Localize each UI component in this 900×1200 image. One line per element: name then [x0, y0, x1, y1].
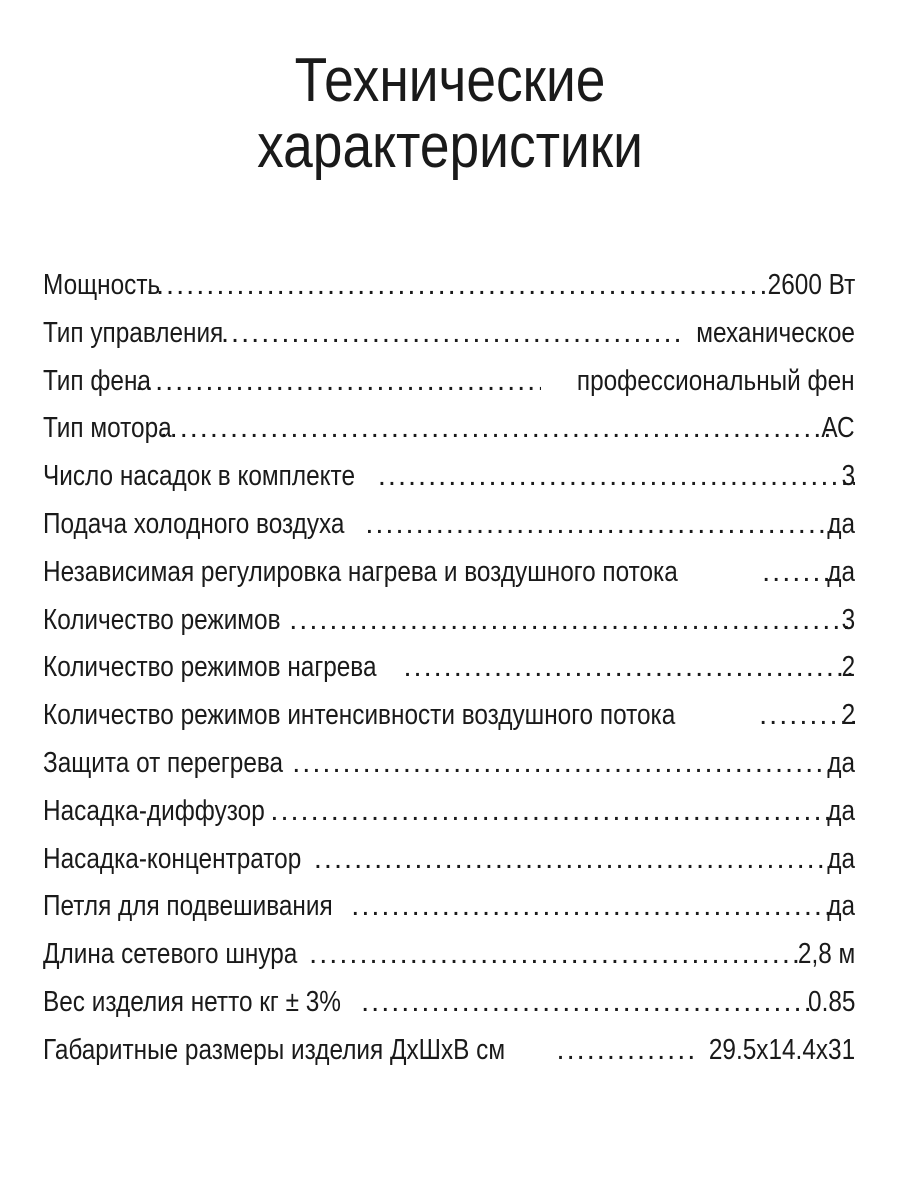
- spec-value: 2: [841, 699, 855, 732]
- dot-leader: [142, 262, 767, 310]
- dot-leader: [285, 597, 855, 645]
- spec-row-modes-count: [43, 597, 855, 645]
- spec-value: 2: [841, 651, 855, 684]
- spec-label: Тип управления: [43, 316, 224, 349]
- spec-row-dryer-type: [43, 358, 855, 406]
- spec-row-independent-control: [43, 549, 855, 597]
- dot-leader: [361, 501, 838, 549]
- spec-row-cord-length: [43, 931, 855, 979]
- dot-leader: [374, 453, 855, 501]
- spec-label: Защита от перегрева: [43, 746, 284, 779]
- dot-leader: [266, 788, 838, 836]
- dot-leader: [310, 836, 838, 884]
- spec-label: Вес изделия нетто кг ± 3%: [43, 985, 341, 1018]
- spec-value: да: [827, 794, 855, 827]
- spec-label: Насадка-диффузор: [43, 794, 265, 827]
- dot-leader: [131, 358, 541, 406]
- spec-row-dimensions: [43, 1027, 855, 1075]
- spec-value: да: [827, 890, 855, 923]
- spec-value: 2600 Вт: [767, 269, 855, 301]
- spec-row-overheat-protection: [43, 740, 855, 788]
- spec-row-motor-type: [43, 405, 855, 453]
- spec-list: [43, 262, 855, 1075]
- dot-leader: [347, 883, 838, 931]
- spec-label: Независимая регулировка нагрева и воздушного потока: [43, 555, 678, 588]
- dot-leader: [305, 931, 803, 979]
- spec-row-power: [43, 262, 855, 310]
- spec-row-control-type: [43, 310, 855, 358]
- spec-value: да: [827, 507, 855, 540]
- dot-leader: [288, 740, 838, 788]
- dot-leader: [357, 979, 815, 1027]
- spec-value: да: [827, 555, 855, 588]
- spec-value: профессиональный фен: [577, 364, 855, 397]
- spec-value: 3: [841, 603, 855, 636]
- spec-label: Количество режимов нагрева: [43, 651, 377, 684]
- spec-value: да: [827, 746, 855, 779]
- spec-value: 3: [841, 460, 855, 493]
- spec-label: Насадка-концентратор: [43, 842, 302, 875]
- spec-row-cold-air: [43, 501, 855, 549]
- dot-leader: [156, 405, 832, 453]
- spec-row-hanging-loop: [43, 883, 855, 931]
- spec-value: 29.5x14.4x31: [708, 1033, 855, 1066]
- spec-label: Длина сетевого шнура: [43, 938, 298, 971]
- spec-row-airflow-modes: [43, 692, 855, 740]
- spec-label: Количество режимов интенсивности воздушного потока: [43, 699, 676, 732]
- spec-row-attachments-count: [43, 453, 855, 501]
- spec-value: механическое: [696, 316, 855, 349]
- dot-leader: [399, 644, 855, 692]
- spec-row-concentrator: [43, 836, 855, 884]
- spec-value: АС: [821, 412, 855, 445]
- dot-leader: [755, 692, 855, 740]
- spec-value: 2,8 м: [797, 938, 855, 971]
- dot-leader: [217, 310, 682, 358]
- spec-label: Мощность: [43, 269, 161, 301]
- spec-row-diffuser: [43, 788, 855, 836]
- page-title-line-1: Технические: [294, 46, 606, 115]
- spec-value: да: [827, 842, 855, 875]
- dot-leader: [553, 1027, 698, 1075]
- spec-row-net-weight: [43, 979, 855, 1027]
- spec-label: Габаритные размеры изделия ДхШхВ см: [43, 1033, 506, 1066]
- spec-row-heat-modes: [43, 644, 855, 692]
- page-title-line-2: характеристики: [257, 112, 643, 181]
- dot-leader: [758, 549, 838, 597]
- spec-label: Петля для подвешивания: [43, 890, 333, 923]
- spec-value: 0.85: [807, 985, 855, 1018]
- spec-label: Число насадок в комплекте: [43, 460, 355, 493]
- spec-label: Тип фена: [43, 364, 151, 397]
- spec-label: Количество режимов: [43, 603, 281, 636]
- spec-label: Тип мотора: [43, 412, 172, 445]
- page-title: [63, 48, 837, 180]
- spec-label: Подача холодного воздуха: [43, 507, 345, 540]
